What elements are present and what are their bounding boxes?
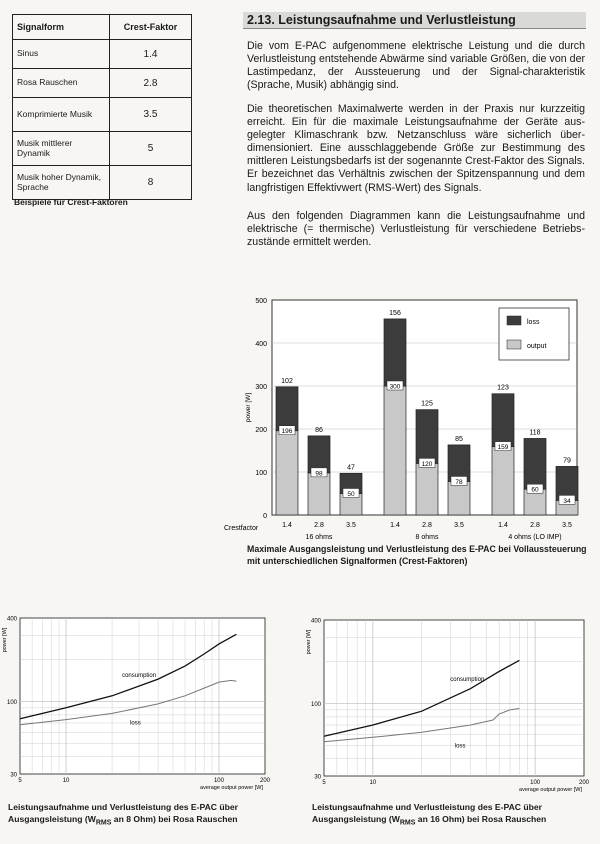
data-label-output: 300 (389, 383, 401, 391)
caption-text: Leistungsaufnahme und Verlustleistung des E-PAC über Ausgangsleistung (W (8, 802, 238, 824)
x-axis-title: Crestfactor (224, 525, 259, 532)
data-label-output: 50 (347, 491, 355, 498)
caption-subscript: RMS (95, 819, 112, 827)
legend-label-loss: loss (527, 319, 540, 326)
x-tick-label: 200 (578, 780, 590, 786)
group-label: 4 ohms (LO IMP) (508, 534, 562, 541)
legend-swatch-loss (507, 316, 521, 325)
table-row (13, 98, 192, 132)
bar-output (416, 460, 438, 515)
y-axis-label: power [W] (306, 629, 312, 655)
table-cell-crest: 3.5 (110, 98, 192, 132)
caption-text: Leistungsaufnahme und Verlustleistung des E-PAC über Ausgangsleistung (W (312, 802, 542, 824)
data-label-loss: 85 (455, 435, 463, 443)
x-tick-label: 10 (369, 780, 377, 786)
bar-loss (524, 438, 546, 489)
y-tick-label: 100 (255, 470, 267, 477)
bar-loss (384, 319, 406, 386)
y-tick-label: 0 (263, 513, 267, 520)
table-cell-signal: Komprimierte Musik (13, 98, 110, 132)
table-row (13, 166, 192, 200)
y-tick-label: 400 (6, 616, 17, 623)
x-tick-label: 2.8 (314, 522, 324, 529)
data-label-loss: 123 (497, 384, 509, 392)
paragraph: Aus den folgenden Diagrammen kann die Leistungsaufnahme und elektrische (= thermische) Verlustleistung für verschiedene Betriebs-zustände ermittelt werden. (247, 210, 585, 249)
bar-output (492, 447, 514, 515)
group-label: 8 ohms (415, 534, 439, 541)
caption-subscript: RMS (399, 819, 416, 827)
x-tick-label: 100 (213, 778, 224, 784)
data-label-output: 98 (315, 470, 323, 478)
y-tick-label: 400 (255, 341, 267, 348)
x-tick-label: 100 (530, 780, 541, 786)
series-label-loss: loss (454, 743, 466, 750)
table-row (13, 69, 192, 98)
caption-text: an 16 Ohm) bei Rosa Rauschen (415, 814, 547, 824)
bar-output (448, 478, 470, 515)
series-label-consumption: consumption (122, 673, 157, 680)
group-label: 16 ohms (305, 534, 333, 541)
line-chart-caption-8-ohm (8, 801, 293, 830)
x-axis-label: average output power [W] (519, 787, 582, 793)
table-cell-signal: Musik mittlerer Dynamik (13, 132, 110, 166)
bar-output (276, 431, 298, 515)
data-label-output: 159 (497, 444, 509, 452)
y-tick-label: 30 (10, 772, 17, 779)
data-label-output: 60 (531, 486, 539, 494)
table-cell-crest: 1.4 (110, 40, 192, 69)
line-chart-8-ohm (2, 610, 274, 790)
bar-loss (492, 394, 514, 447)
paragraph: Die vom E-PAC aufgenommene elektrische Leistung und die durch Verlustleistung entstehende Abwärme sind variable Größen, die von der Lastimpedanz, der Aussteuerung und der Signal-charakteristik (Sprache, Musik) abhängig sind. (247, 40, 585, 92)
y-tick-label: 500 (255, 298, 267, 305)
section-heading: 2.13. Leistungsaufnahme und Verlustleistung (243, 12, 586, 29)
data-label-loss: 47 (347, 464, 355, 472)
x-tick-label: 2.8 (530, 522, 540, 529)
table-cell-crest: 8 (110, 166, 192, 200)
bar-output (308, 473, 330, 515)
data-label-loss: 86 (315, 426, 323, 434)
x-tick-label: 5 (322, 780, 326, 786)
power-bar-chart (222, 292, 587, 541)
x-tick-label: 1.4 (282, 522, 292, 529)
x-tick-label: 2.8 (422, 522, 432, 529)
data-label-loss: 156 (389, 309, 401, 317)
x-tick-label: 1.4 (390, 522, 400, 529)
x-tick-label: 10 (62, 778, 70, 784)
x-tick-label: 3.5 (454, 522, 464, 529)
table-cell-signal: Musik hoher Dynamik, Sprache (13, 166, 110, 200)
bar-loss (448, 445, 470, 482)
paragraph: Die theoretischen Maximalwerte werden in der Praxis nur kurzzeitig erreicht. Ein für die maximale Leistungsaufnahme der Geräte aus-gelegter Klimaschrank bzw. Netzanschluss wäre sicherlich über-dimensioniert. Eine ausschlaggebende Größe zur Bestimmung des mittleren Leistungsbedarfs ist der sogenannte Crest-Faktor des Signals. Er bezeichnet das Verhältnis zwischen der Spitzenspannung und dem langfristigen Effektivwert (RMS-Wert) des Signals. (247, 103, 585, 194)
x-tick-label: 1.4 (498, 522, 508, 529)
x-axis-label: average output power [W] (200, 785, 263, 791)
table-cell-crest: 5 (110, 132, 192, 166)
table-row (13, 40, 192, 69)
table-cell-crest: 2.8 (110, 69, 192, 98)
series-label-consumption: consumption (450, 677, 485, 684)
line-chart-16-ohm (302, 612, 592, 792)
x-tick-label: 5 (18, 778, 22, 784)
y-tick-label: 30 (314, 774, 321, 781)
y-tick-label: 300 (255, 384, 267, 391)
table-header-crest: Crest-Faktor (110, 15, 192, 40)
data-label-output: 78 (455, 478, 463, 486)
y-axis-label: power [W] (2, 627, 8, 653)
caption-text: an 8 Ohm) bei Rosa Rauschen (111, 814, 238, 824)
crest-factor-table (12, 14, 192, 200)
plot-area (20, 618, 265, 774)
line-chart-caption-16-ohm (312, 801, 597, 830)
bar-output (384, 383, 406, 515)
data-label-output: 120 (421, 460, 433, 468)
y-tick-label: 400 (310, 618, 321, 625)
x-tick-label: 3.5 (346, 522, 356, 529)
data-label-output: 196 (281, 428, 293, 436)
data-label-loss: 118 (529, 429, 541, 437)
table-caption: Beispiele für Crest-Faktoren (14, 197, 128, 207)
series-label-loss: loss (130, 720, 141, 727)
table-cell-signal: Rosa Rauschen (13, 69, 110, 98)
y-axis-label: power [W] (245, 392, 252, 423)
legend-label-output: output (527, 343, 547, 350)
x-tick-label: 200 (259, 778, 271, 784)
bar-loss (416, 410, 438, 464)
table-header-signal: Signalform (13, 15, 110, 40)
data-label-output: 34 (563, 497, 571, 505)
legend-swatch-output (507, 340, 521, 349)
y-tick-label: 100 (6, 699, 17, 706)
table-row (13, 132, 192, 166)
data-label-loss: 79 (563, 457, 571, 465)
x-tick-label: 3.5 (562, 522, 572, 529)
bar-chart-caption: Maximale Ausgangsleistung und Verlustleistung des E-PAC bei Vollaussteuerung mit unterschiedlichen Signalformen (Crest-Faktoren) (247, 544, 587, 566)
y-tick-label: 100 (310, 701, 321, 708)
y-tick-label: 200 (255, 427, 267, 434)
data-label-loss: 102 (281, 377, 293, 385)
table-cell-signal: Sinus (13, 40, 110, 69)
bar-loss (308, 436, 330, 473)
data-label-loss: 125 (421, 400, 433, 408)
bar-loss (276, 387, 298, 431)
plot-area (324, 620, 584, 776)
